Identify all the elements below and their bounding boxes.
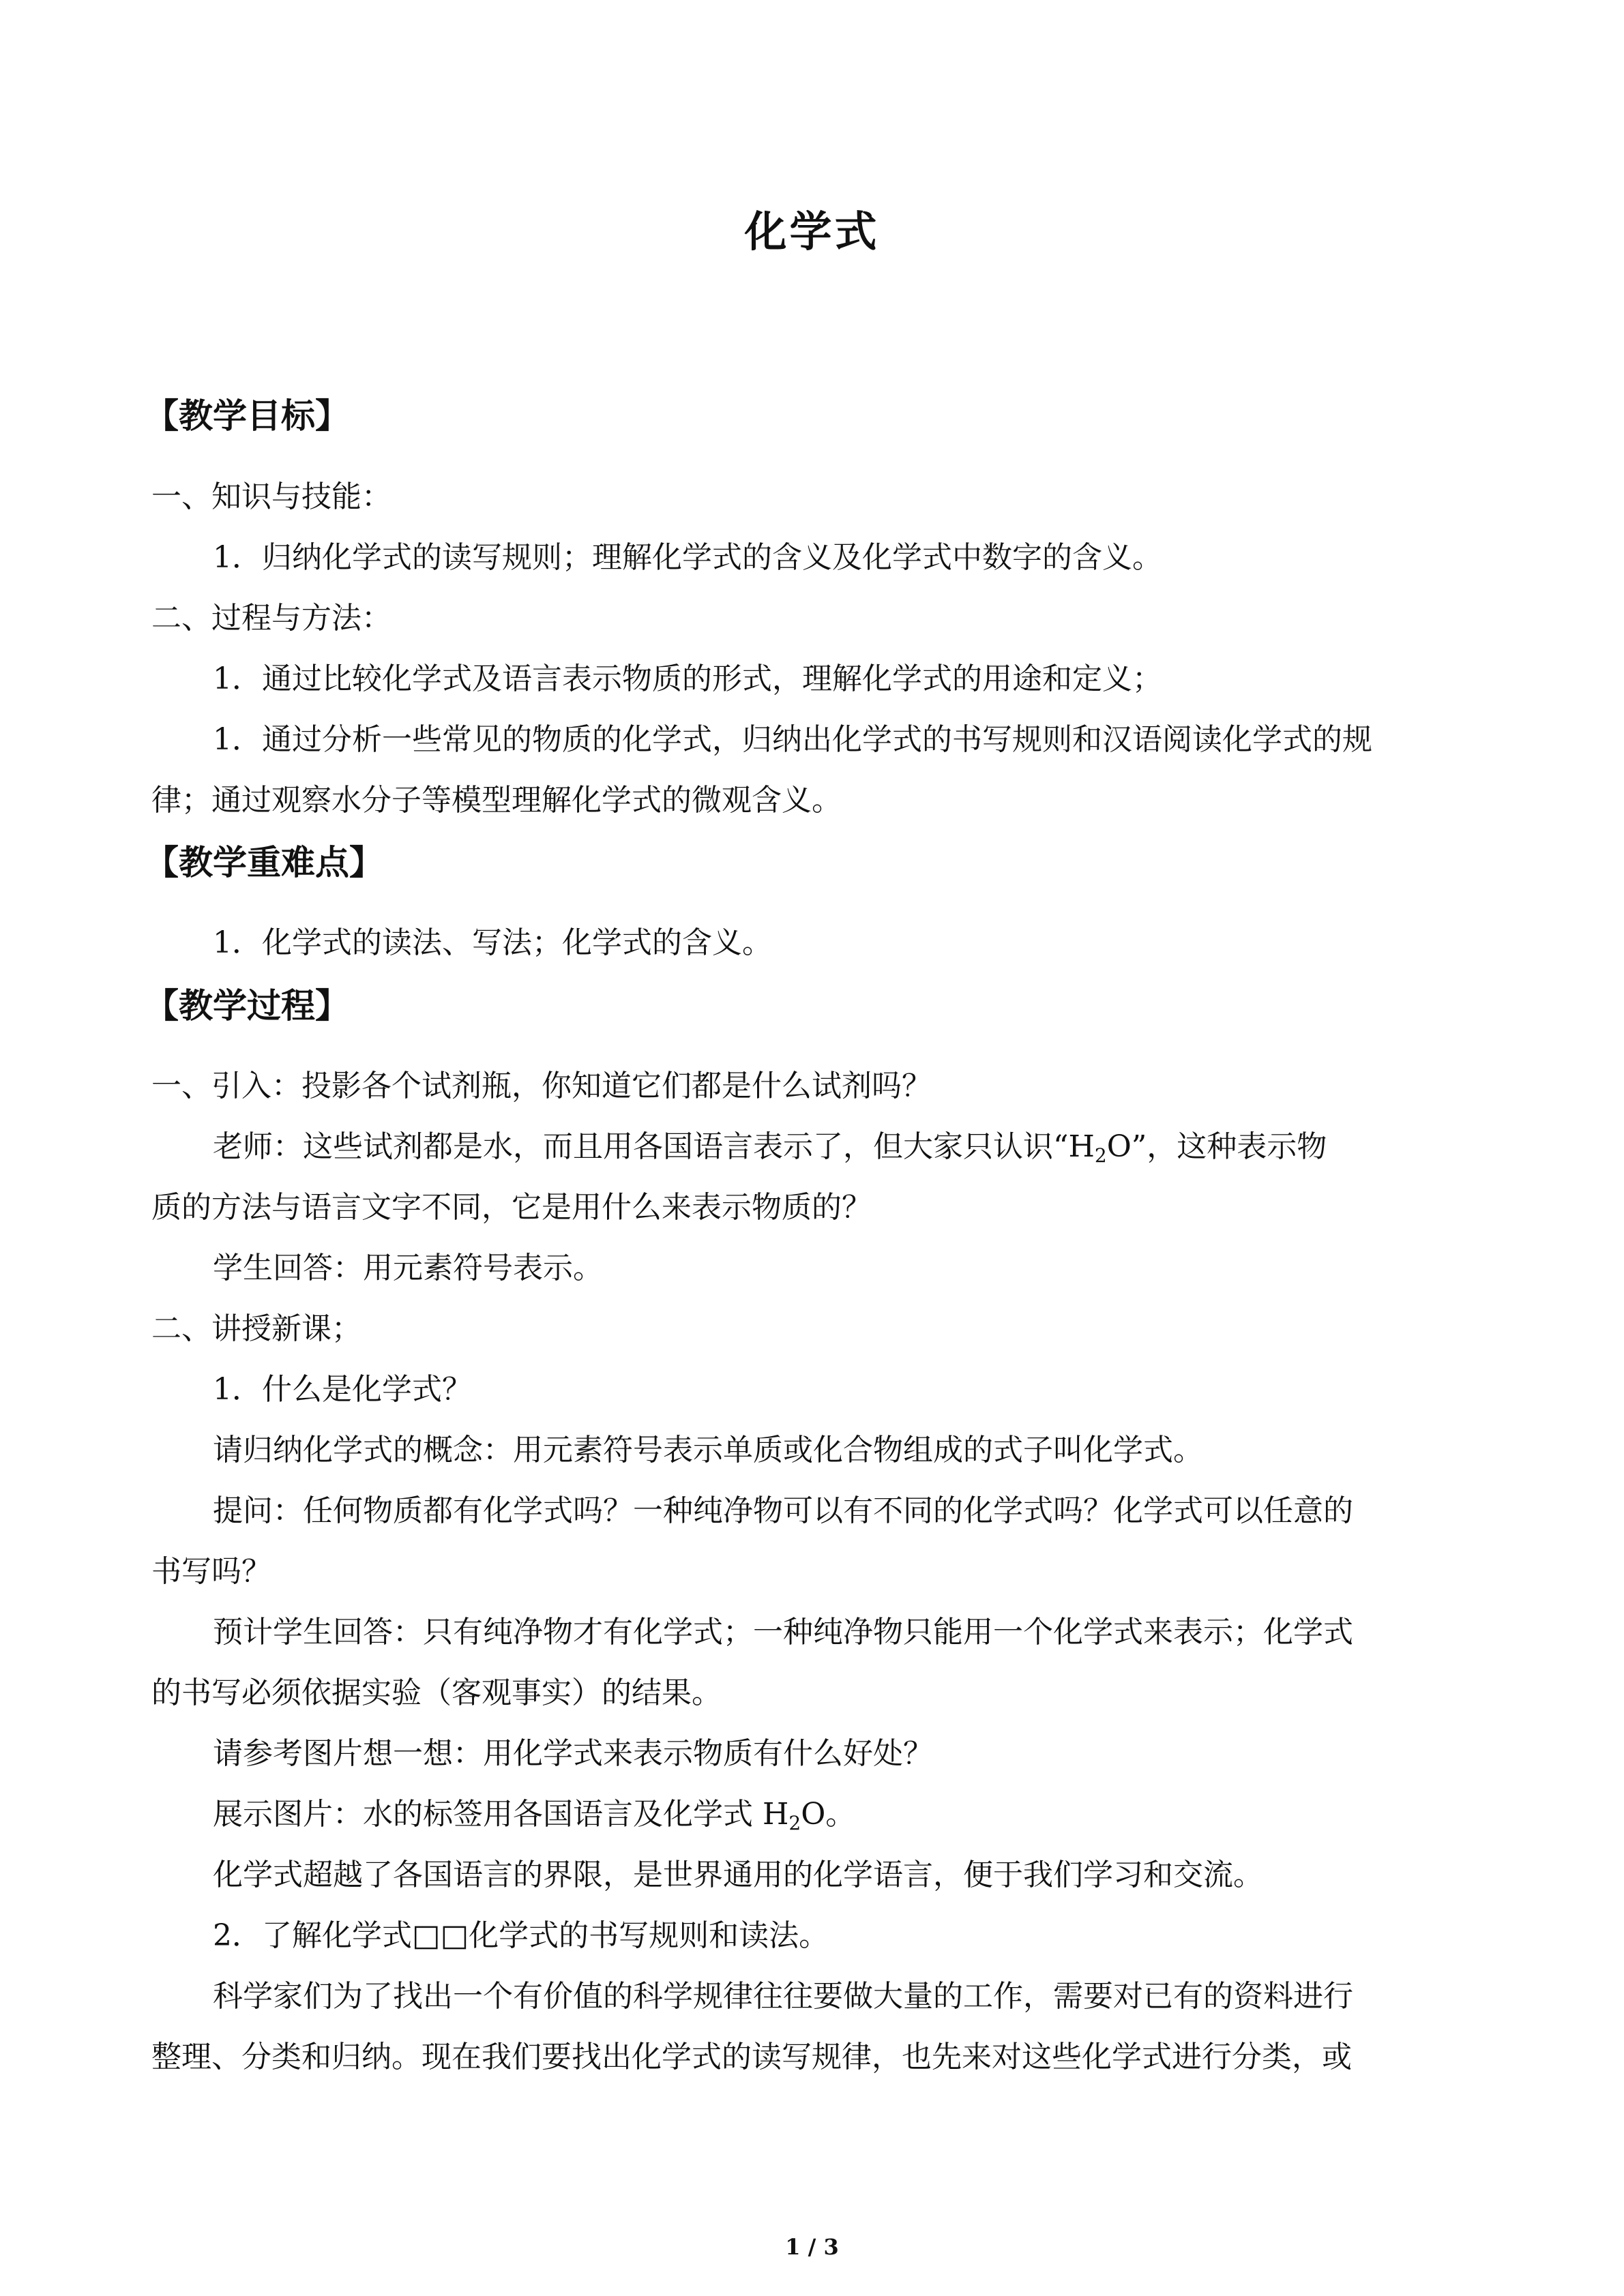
text-segment: 展示图片：水的标签用各国语言及化学式 H bbox=[213, 1797, 789, 1832]
section-heading-objectives: 【教学目标】 bbox=[145, 396, 349, 436]
paragraph-line: 一、引入：投影各个试剂瓶，你知道它们都是什么试剂吗？ bbox=[151, 1069, 932, 1103]
paragraph-line bbox=[213, 1793, 855, 1836]
page-title: 化学式 bbox=[744, 207, 880, 256]
paragraph-line: 科学家们为了找出一个有价值的科学规律往往要做大量的工作，需要对已有的资料进行 bbox=[213, 1979, 1353, 2014]
paragraph-line: 的书写必须依据实验（客观事实）的结果。 bbox=[151, 1675, 722, 1710]
paragraph-line: 质的方法与语言文字不同，它是用什么来表示物质的？ bbox=[151, 1190, 872, 1225]
paragraph-line: 预计学生回答：只有纯净物才有化学式；一种纯净物只能用一个化学式来表示；化学式 bbox=[213, 1615, 1353, 1650]
paragraph-line: 2．了解化学式□□化学式的书写规则和读法。 bbox=[213, 1918, 829, 1953]
paragraph-line: 请归纳化学式的概念：用元素符号表示单质或化合物组成的式子叫化学式。 bbox=[213, 1433, 1203, 1467]
text-segment: O。 bbox=[801, 1797, 856, 1832]
paragraph-line: 整理、分类和归纳。现在我们要找出化学式的读写规律，也先来对这些化学式进行分类，或 bbox=[151, 2040, 1352, 2074]
section-heading-key-points: 【教学重难点】 bbox=[145, 843, 383, 882]
paragraph-line: 学生回答：用元素符号表示。 bbox=[213, 1251, 603, 1285]
paragraph-line: 1．什么是化学式？ bbox=[213, 1372, 472, 1407]
subscript: 2 bbox=[788, 1812, 801, 1834]
subscript: 2 bbox=[1094, 1144, 1107, 1167]
paragraph-line: 1．归纳化学式的读写规则；理解化学式的含义及化学式中数字的含义。 bbox=[213, 540, 1162, 575]
text-segment: 老师：这些试剂都是水，而且用各国语言表示了，但大家只认识“H bbox=[213, 1129, 1095, 1164]
paragraph-line: 一、知识与技能： bbox=[151, 479, 392, 514]
paragraph-line: 1．化学式的读法、写法；化学式的含义。 bbox=[213, 925, 772, 960]
paragraph-line: 提问：任何物质都有化学式吗？一种纯净物可以有不同的化学式吗？化学式可以任意的 bbox=[213, 1493, 1353, 1528]
paragraph-line: 二、讲授新课； bbox=[151, 1311, 361, 1346]
text-segment: O”，这种表示物 bbox=[1106, 1129, 1327, 1164]
section-heading-process: 【教学过程】 bbox=[145, 986, 349, 1026]
paragraph-line: 1．通过分析一些常见的物质的化学式，归纳出化学式的书写规则和汉语阅读化学式的规 bbox=[213, 722, 1372, 757]
paragraph-line: 请参考图片想一想：用化学式来表示物质有什么好处？ bbox=[213, 1736, 933, 1771]
paragraph-line: 1．通过比较化学式及语言表示物质的形式，理解化学式的用途和定义； bbox=[213, 661, 1162, 696]
paragraph-line: 化学式超越了各国语言的界限，是世界通用的化学语言，便于我们学习和交流。 bbox=[213, 1858, 1263, 1892]
paragraph-line: 律；通过观察水分子等模型理解化学式的微观含义。 bbox=[151, 783, 842, 818]
paragraph-line: 二、过程与方法： bbox=[151, 601, 392, 636]
page-number: 1 / 3 bbox=[785, 2234, 839, 2260]
paragraph-line: 书写吗？ bbox=[151, 1554, 271, 1589]
paragraph-line bbox=[213, 1126, 1327, 1168]
